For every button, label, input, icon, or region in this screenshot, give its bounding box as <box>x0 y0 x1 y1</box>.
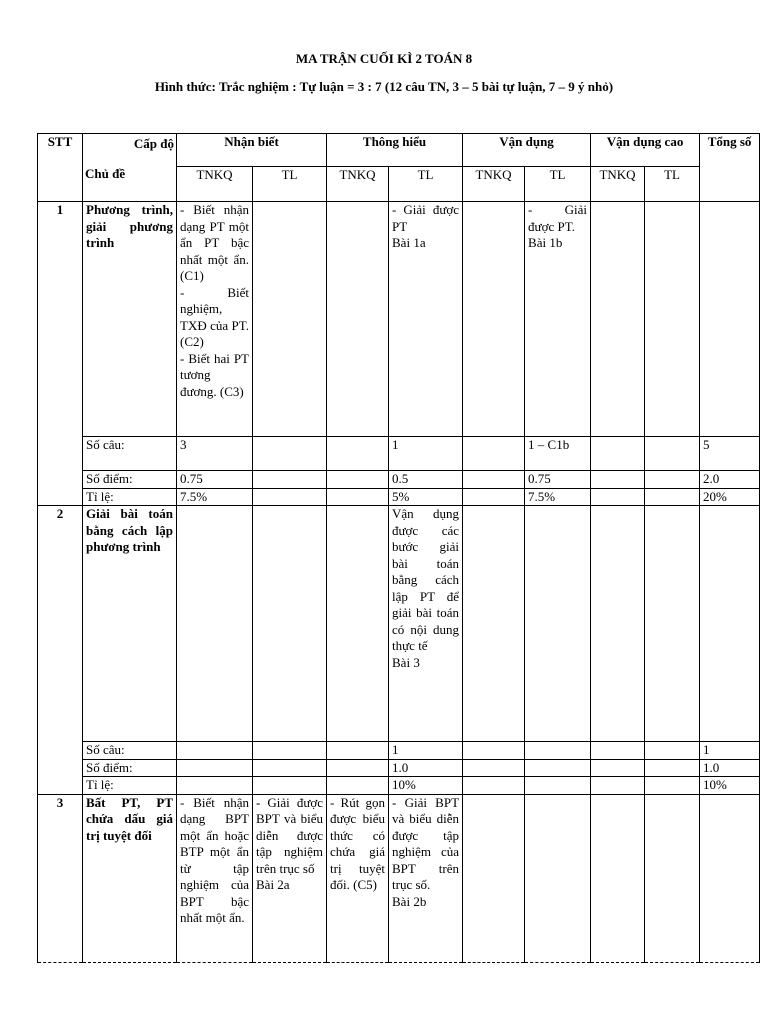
level-label: Cấp độ <box>133 136 174 151</box>
ratio-label: Tỉ lệ: <box>83 777 177 795</box>
topic-1-vd-tl-text: - Giải được PT. <box>528 202 588 234</box>
document-title: MA TRẬN CUỐI KÌ 2 TOÁN 8 <box>295 51 473 66</box>
total-header: Tổng số <box>700 134 760 202</box>
topic-2-score-row <box>38 759 760 777</box>
t1-count-total: 5 <box>700 437 760 471</box>
matrix-table <box>37 133 760 963</box>
topic-level-header <box>83 134 177 202</box>
topic-1-th-tl-ref: Bài 1a <box>392 235 426 250</box>
t1-count-vd-tl: 1 – C1b <box>525 437 591 471</box>
recognition-header: Nhận biết <box>177 134 327 167</box>
vd-tl-header: TL <box>525 167 591 202</box>
topic-1-stt: 1 <box>38 202 83 506</box>
question-count-label: Số câu: <box>83 437 177 471</box>
topic-3-th-tl-ref: Bài 2b <box>392 893 427 909</box>
topic-2-name: Giải bài toán bằng cách lập phương trình <box>83 506 177 742</box>
t1-ratio-total: 20% <box>700 488 760 506</box>
topic-2-th-tl-text: Vận dụng được các bước giải bài toán bằng cách lập PT để giải bài toán có nội dung thực tế <box>392 506 460 653</box>
topic-1-name: Phương trình, giải phương trình <box>83 202 177 437</box>
nb-tl-header: TL <box>253 167 327 202</box>
topic-1-score-row <box>38 471 760 489</box>
topic-3-th-tl-text: - Giải BPT và biểu diễn được tập nghiệm của BPT trên trục số. <box>392 794 460 892</box>
topic-1-ratio-row <box>38 488 760 506</box>
topic-1-vd-tl <box>525 202 591 437</box>
topic-2-ratio-row <box>38 777 760 795</box>
document-subtitle: Hình thức: Trắc nghiệm : Tự luận = 3 : 7 (12 câu TN, 3 – 5 bài tự luận, 7 – 9 ý nhỏ) <box>154 79 614 94</box>
topic-1-vd-tnkq <box>463 202 525 437</box>
t1-ratio-th-tl: 5% <box>389 488 463 506</box>
vdc-tl-header: TL <box>645 167 700 202</box>
t1-score-vd-tl: 0.75 <box>525 471 591 489</box>
topic-1-nb-tnkq: - Biết nhận dạng PT một ẩn PT bậc nhất một ẩn. (C1) - Biết nghiệm, TXĐ của PT. (C2) - Biết hai PT tương đương. (C3) <box>177 202 253 437</box>
t1-ratio-vd-tl: 7.5% <box>525 488 591 506</box>
topic-1-vdc-tl <box>645 202 700 437</box>
t2-ratio-th-tl: 10% <box>389 777 463 795</box>
topic-3-name: Bất PT, PT chứa dấu giá trị tuyệt đối <box>83 794 177 962</box>
t1-score-total: 2.0 <box>700 471 760 489</box>
score-label: Số điểm: <box>83 471 177 489</box>
topic-3-th-tl <box>389 794 463 962</box>
t2-score-th-tl: 1.0 <box>389 759 463 777</box>
th-tnkq-header: TNKQ <box>327 167 389 202</box>
topic-3-nb-tl-text: - Giải được BPT và biểu diễn được tập nghiệm trên trục số <box>256 794 324 876</box>
topic-3-stt: 3 <box>38 794 83 962</box>
ratio-label: Tỉ lệ: <box>83 488 177 506</box>
t2-score-total: 1.0 <box>700 759 760 777</box>
t1-score-th-tl: 0.5 <box>389 471 463 489</box>
vd-tnkq-header: TNKQ <box>463 167 525 202</box>
advanced-application-header: Vận dụng cao <box>591 134 700 167</box>
topic-2-stt: 2 <box>38 506 83 795</box>
nb-tnkq-header: TNKQ <box>177 167 253 202</box>
vdc-tnkq-header: TNKQ <box>591 167 645 202</box>
topic-1-row <box>38 202 760 437</box>
topic-1-vd-tl-ref: Bài 1b <box>528 235 563 250</box>
topic-3-row <box>38 794 760 962</box>
topic-1-th-tnkq <box>327 202 389 437</box>
topic-1-th-tl <box>389 202 463 437</box>
topic-label: Chủ đề <box>85 165 126 181</box>
topic-1-total <box>700 202 760 437</box>
question-count-label: Số câu: <box>83 742 177 760</box>
t1-ratio-nb-tnkq: 7.5% <box>177 488 253 506</box>
comprehension-header: Thông hiểu <box>327 134 463 167</box>
t2-ratio-total: 10% <box>700 777 760 795</box>
th-tl-header: TL <box>389 167 463 202</box>
header-row-1 <box>38 134 760 167</box>
score-label: Số điểm: <box>83 759 177 777</box>
t2-count-total: 1 <box>700 742 760 760</box>
topic-2-question-count-row <box>38 742 760 760</box>
topic-2-row <box>38 506 760 742</box>
topic-2-th-tl <box>389 506 463 742</box>
t1-score-nb-tnkq: 0.75 <box>177 471 253 489</box>
topic-2-th-tl-ref: Bài 3 <box>392 654 420 670</box>
t1-count-th-tl: 1 <box>389 437 463 471</box>
stt-header: STT <box>38 134 83 202</box>
topic-1-question-count-row <box>38 437 760 471</box>
t1-count-nb-tnkq: 3 <box>177 437 253 471</box>
topic-3-th-tnkq: - Rút gọn được biểu thức có chứa giá trị tuyệt đối. (C5) <box>327 794 389 962</box>
application-header: Vận dụng <box>463 134 591 167</box>
topic-3-nb-tl <box>253 794 327 962</box>
topic-1-th-tl-text: - Giải được PT <box>392 202 460 234</box>
topic-3-nb-tl-ref: Bài 2a <box>256 877 290 892</box>
topic-1-nb-tl <box>253 202 327 437</box>
topic-1-vdc-tnkq <box>591 202 645 437</box>
t2-count-th-tl: 1 <box>389 742 463 760</box>
topic-3-nb-tnkq: - Biết nhận dạng BPT một ẩn hoặc BTP một ẩn từ tập nghiệm của BPT bậc nhất một ẩn. <box>177 794 253 962</box>
